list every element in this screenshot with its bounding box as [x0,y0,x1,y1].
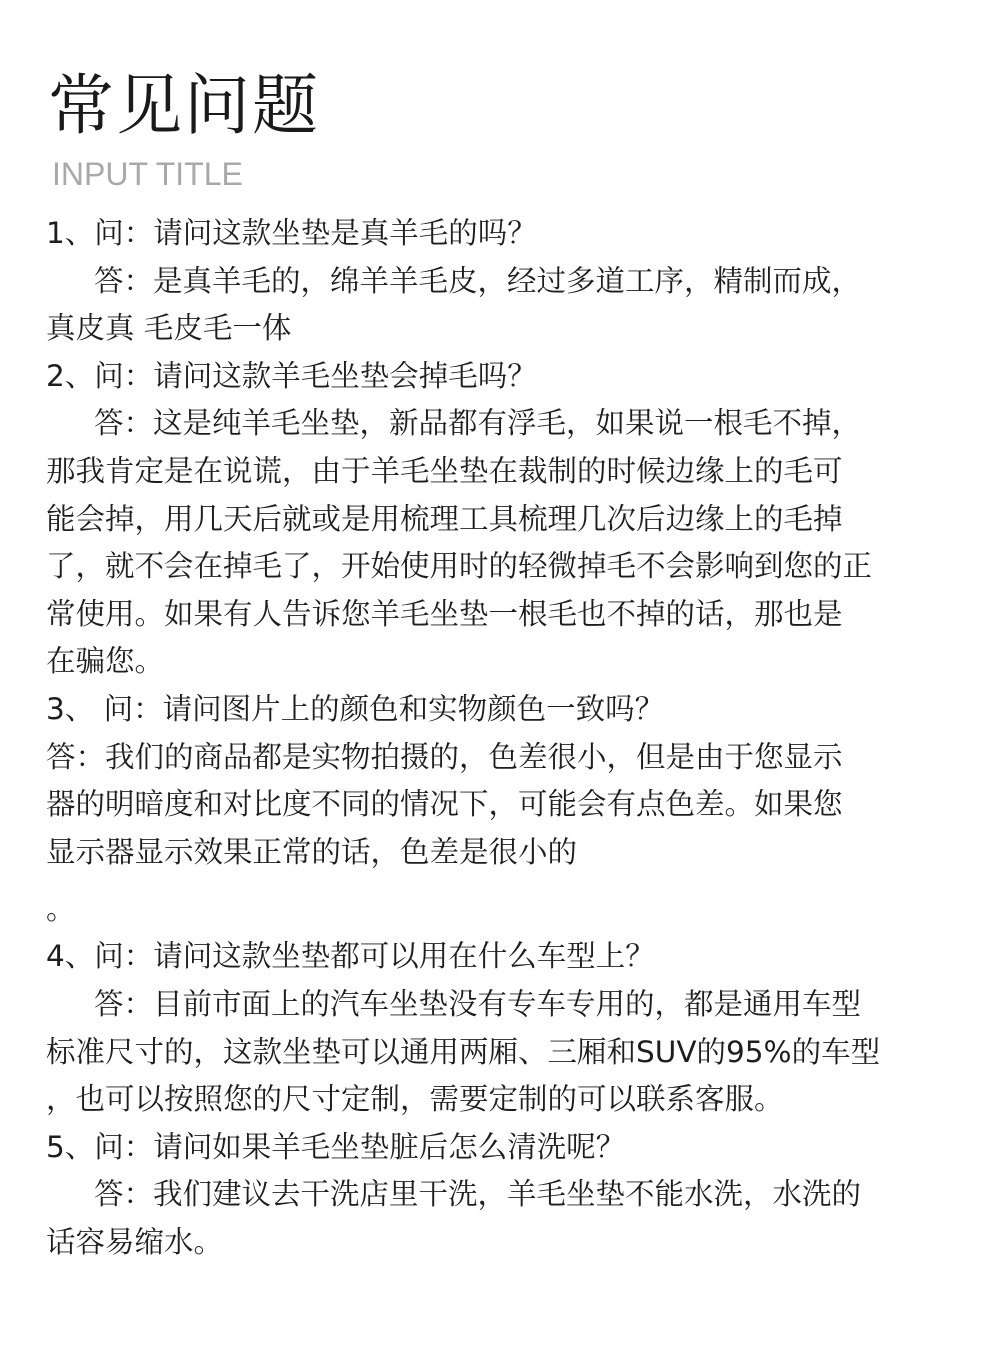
faq-content [46,210,946,1266]
faq-answer-2: 答：这是纯羊毛坐垫，新品都有浮毛，如果说一根毛不掉， [94,406,862,441]
faq-answer-3-continued: 。 [46,891,76,926]
page-title: 常见问题 [48,67,320,144]
faq-answer-2-continued: 在骗您。 [46,644,165,679]
faq-question-3: 3、 问：请问图片上的颜色和实物颜色一致吗？ [46,691,665,726]
faq-answer-4-continued: 标准尺寸的，这款坐垫可以通用两厢、三厢和SUV的95%的车型 [46,1034,881,1069]
faq-question-4: 4、问：请问这款坐垫都可以用在什么车型上？ [46,939,655,974]
faq-answer-1-continued: 真皮真 毛皮毛一体 [46,311,292,346]
faq-answer-5-continued: 话容易缩水。 [46,1224,224,1259]
faq-answer-2-continued: 能会掉，用几天后就或是用梳理工具梳理几次后边缘上的毛掉 [46,501,843,536]
faq-question-5: 5、问：请问如果羊毛坐垫脏后怎么清洗呢？ [46,1129,626,1164]
faq-answer-2-continued: 常使用。如果有人告诉您羊毛坐垫一根毛也不掉的话，那也是 [46,596,843,631]
faq-answer-3-continued: 器的明暗度和对比度不同的情况下，可能会有点色差。如果您 [46,787,843,822]
faq-answer-3: 答：我们的商品都是实物拍摄的，色差很小，但是由于您显示 [46,739,843,774]
faq-answer-4: 答：目前市面上的汽车坐垫没有专车专用的，都是通用车型 [94,986,862,1021]
faq-answer-1: 答：是真羊毛的，绵羊羊毛皮，经过多道工序，精制而成， [94,263,862,298]
faq-answer-4-continued: ，也可以按照您的尺寸定制，需要定制的可以联系客服。 [46,1082,784,1117]
faq-answer-2-continued: 了，就不会在掉毛了，开始使用时的轻微掉毛不会影响到您的正 [46,549,873,584]
faq-answer-2-continued: 那我肯定是在说谎，由于羊毛坐垫在裁制的时候边缘上的毛可 [46,453,843,488]
faq-answer-3-continued: 显示器显示效果正常的话，色差是很小的 [46,834,578,869]
faq-question-2: 2、问：请问这款羊毛坐垫会掉毛吗？ [46,358,537,393]
page-subtitle: INPUT TITLE [52,156,243,192]
faq-question-1: 1、问：请问这款坐垫是真羊毛的吗？ [46,216,537,250]
faq-answer-5: 答：我们建议去干洗店里干洗，羊毛坐垫不能水洗，水洗的 [94,1177,862,1212]
